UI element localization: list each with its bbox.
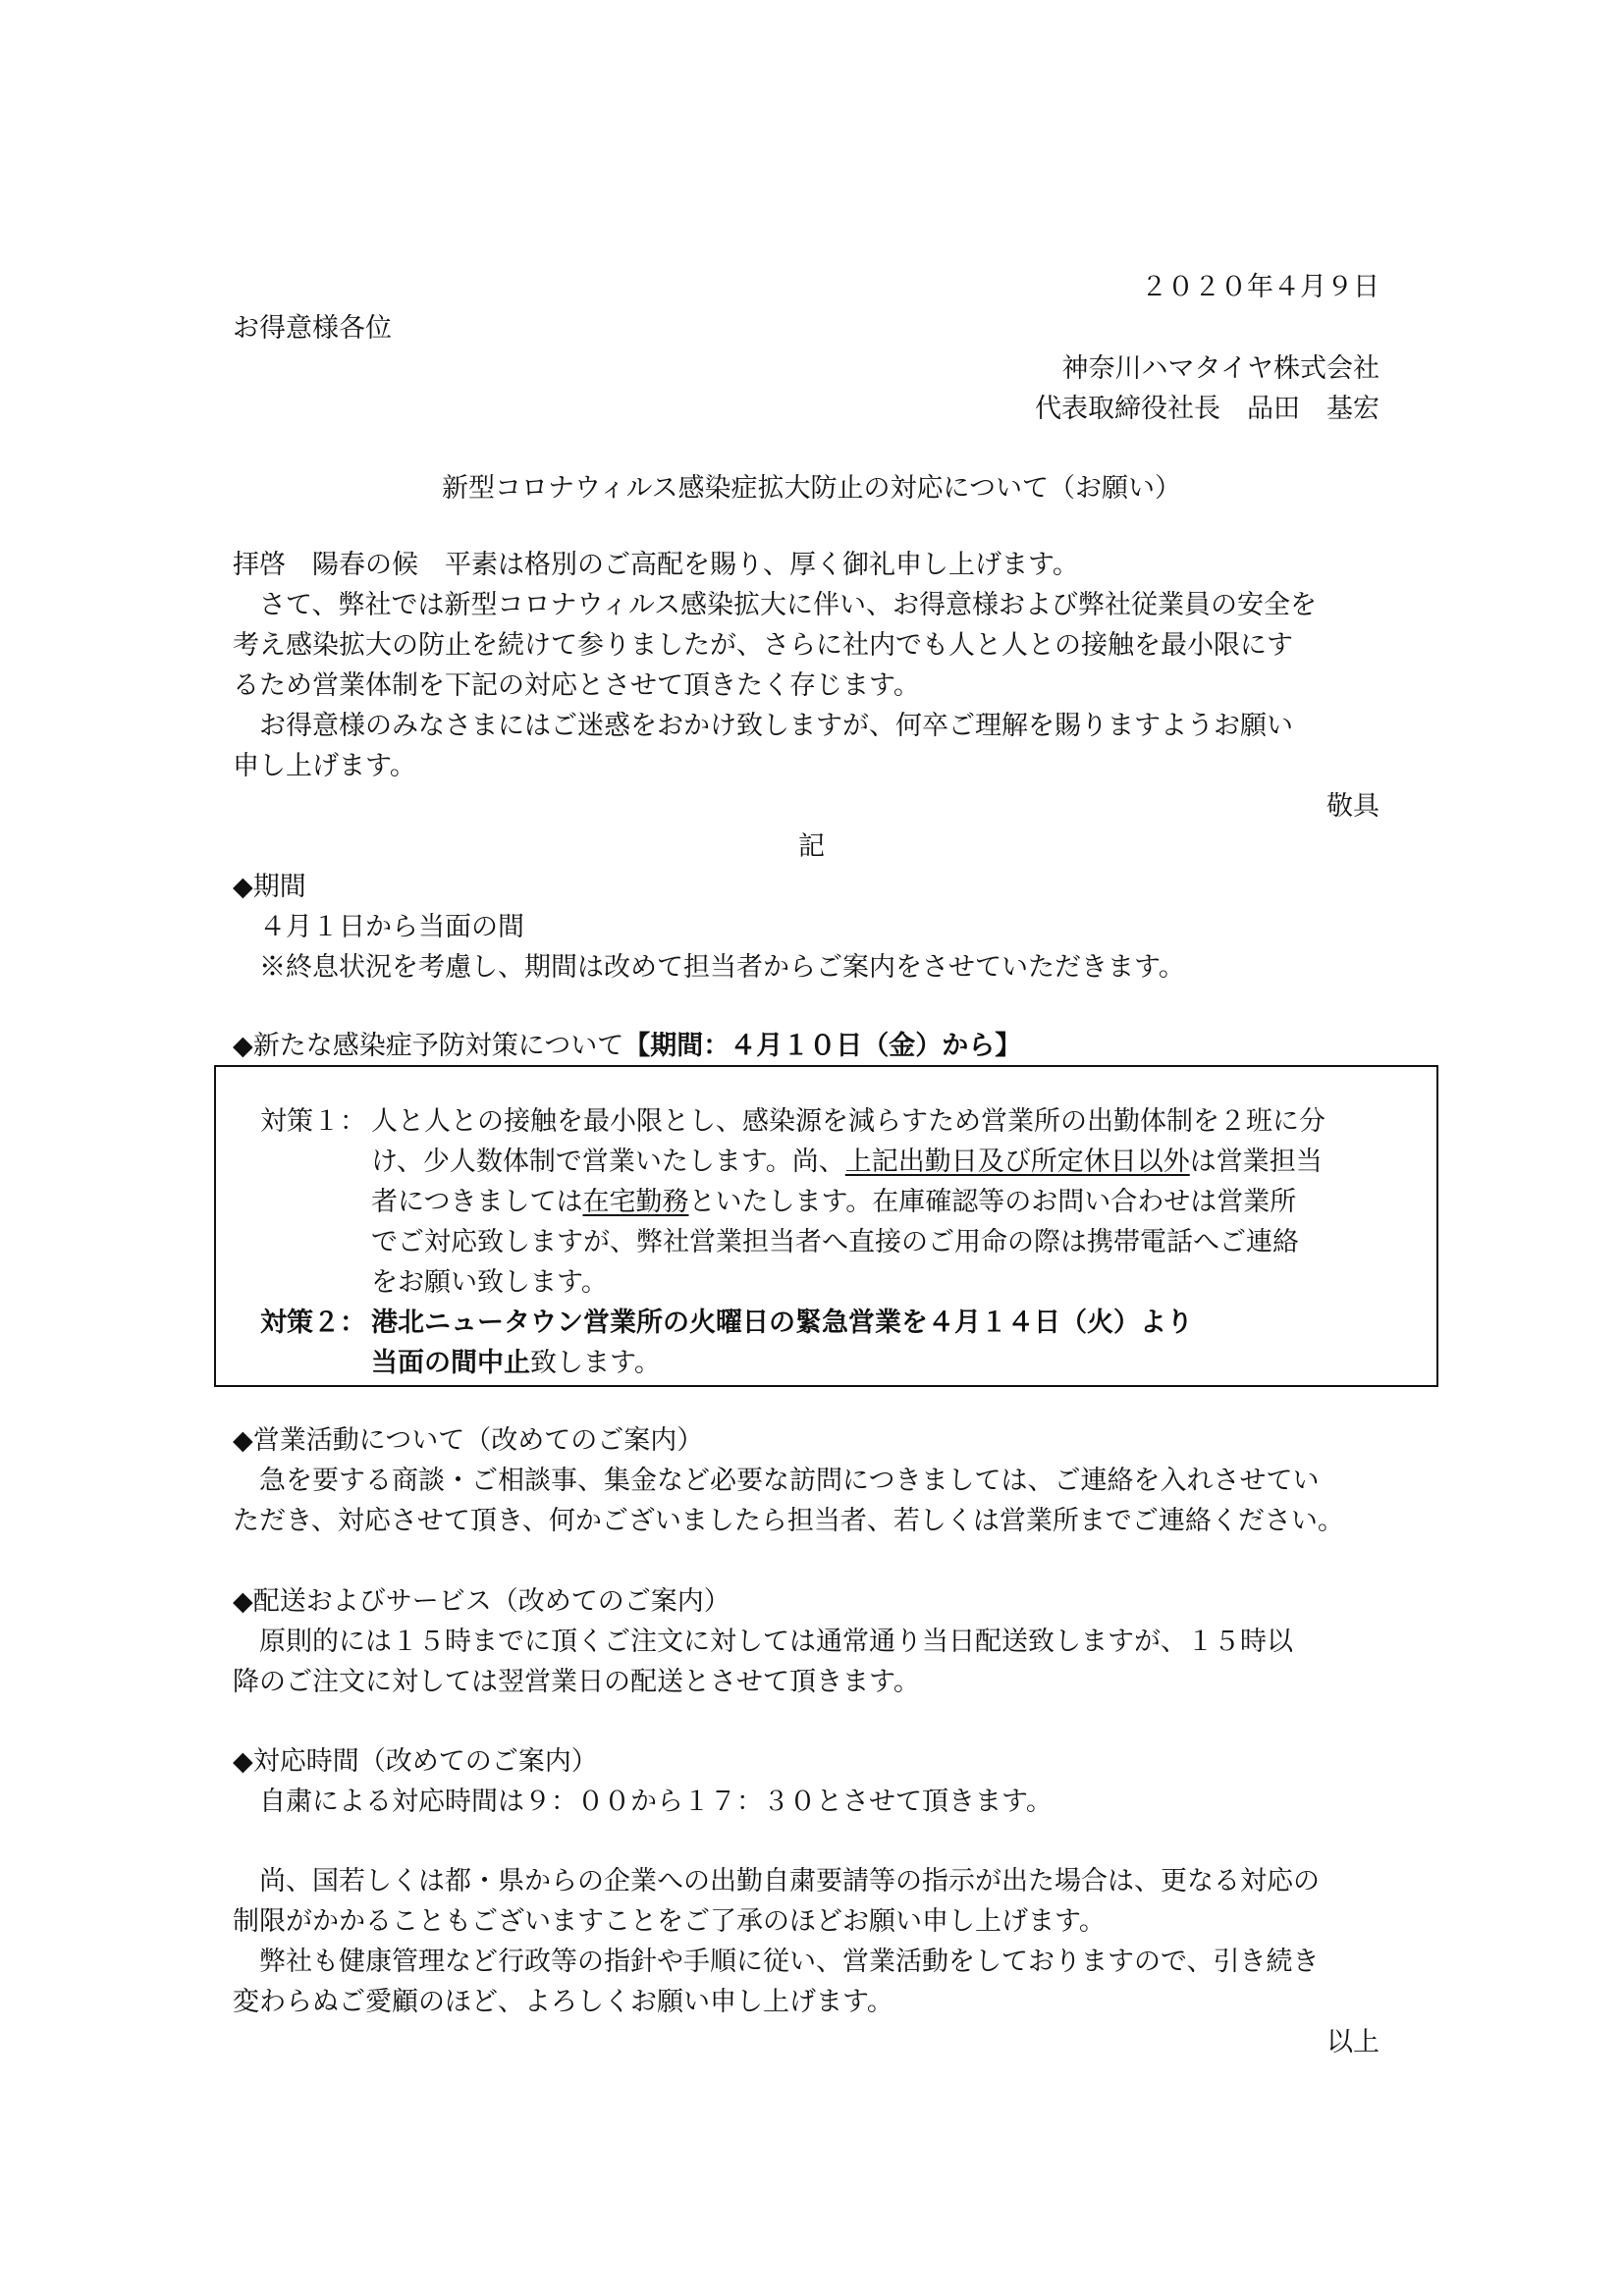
closing-keigu: 敬具 <box>1326 791 1380 822</box>
intro-paragraph-1-line-2: 考え感染拡大の防止を続けて参りましたが、さらに社内でも人と人との接触を最小限にす <box>233 630 1293 661</box>
measure-2-line-1: 港北ニュータウン営業所の火曜日の緊急営業を４月１４日（火）より <box>371 1308 1193 1338</box>
closing-ijou: 以上 <box>1326 2027 1380 2057</box>
measure-1-line-3-text-b: といたします。在庫確認等のお問い合わせは営業所 <box>688 1187 1297 1217</box>
measures-heading <box>233 1027 1021 1066</box>
addressee: お得意様各位 <box>233 313 392 344</box>
closing-paragraph-1-line-2: 制限がかかることもございますことをご了承のほどお願い申し上げます。 <box>233 1906 1106 1937</box>
hours-line-1: 自粛による対応時間は９：００から１７：３０とさせて頂きます。 <box>233 1787 1053 1817</box>
measures-heading-period: 【期間：４月１０日（金）から】 <box>623 1031 1022 1061</box>
period-line-2: ※終息状況を考慮し、期間は改めて担当者からご案内をさせていただきます。 <box>233 952 1185 983</box>
intro-paragraph-1-line-3: るため営業体制を下記の対応とさせて頂きたく存じます。 <box>233 670 920 701</box>
hours-heading: ◆対応時間（改めてのご案内） <box>233 1746 598 1777</box>
delivery-line-1: 原則的には１５時までに頂くご注文に対しては通常通り当日配送致しますが、１５時以 <box>233 1627 1293 1657</box>
measure-1-line-2-text-b: は営業担当 <box>1189 1147 1323 1177</box>
period-line-1: ４月１日から当面の間 <box>233 912 524 942</box>
measure-1-underlined-days: 上記出勤日及び所定休日以外 <box>844 1147 1190 1177</box>
measure-1-underlined-remote: 在宅勤務 <box>582 1187 689 1217</box>
measure-1-line-2 <box>371 1143 1323 1182</box>
measure-2-line-2-rest: 致します。 <box>530 1348 661 1378</box>
document-title: 新型コロナウィルス感染症拡大防止の対応について（お願い） <box>441 473 1182 504</box>
measure-1-line-1: 人と人との接触を最小限とし、感染源を減らすため営業所の出勤体制を２班に分 <box>371 1106 1325 1137</box>
delivery-heading: ◆配送およびサービス（改めてのご案内） <box>233 1586 730 1617</box>
measure-1-line-3-text-a: 者につきましては <box>371 1187 583 1217</box>
measure-1-line-5: をお願い致します。 <box>371 1267 608 1298</box>
measure-1-line-4: でご対応致しますが、弊社営業担当者へ直接のご用命の際は携帯電話へご連絡 <box>371 1227 1299 1257</box>
representative-name: 代表取締役社長 品田 基宏 <box>1035 394 1380 424</box>
closing-paragraph-2-line-2: 変わらぬご愛顧のほど、よろしくお願い申し上げます。 <box>233 1987 893 2017</box>
delivery-line-2: 降のご注文に対しては翌営業日の配送とさせて頂きます。 <box>233 1667 920 1697</box>
measure-2-label: 対策２： <box>260 1308 366 1338</box>
sales-line-2: ただき、対応させて頂き、何かございましたら担当者、若しくは営業所までご連絡ください。 <box>233 1506 1344 1536</box>
ki-marker: 記 <box>798 831 825 862</box>
measure-1-line-2-text-a: け、少人数体制で営業いたします。尚、 <box>371 1147 845 1177</box>
measures-heading-text: ◆新たな感染症予防対策について <box>233 1031 624 1061</box>
period-heading: ◆期間 <box>233 872 306 902</box>
document-date: ２０２０年４月９日 <box>1141 272 1380 302</box>
sales-line-1: 急を要する商談・ご相談事、集金など必要な訪問につきましては、ご連絡を入れさせてい <box>233 1466 1320 1496</box>
intro-paragraph-2-line-1: お得意様のみなさまにはご迷惑をおかけ致しますが、何卒ご理解を賜りますようお願い <box>233 711 1293 741</box>
intro-paragraph-2-line-2: 申し上げます。 <box>233 751 416 781</box>
measure-1-label: 対策１： <box>260 1106 366 1137</box>
closing-paragraph-1-line-1: 尚、国若しくは都・県からの企業への出勤自粛要請等の指示が出た場合は、更なる対応の <box>233 1866 1320 1896</box>
closing-paragraph-2-line-1: 弊社も健康管理など行政等の指針や手順に従い、営業活動をしておりますので、引き続き <box>233 1947 1320 1977</box>
greeting-line: 拝啓 陽春の候 平素は格別のご高配を賜り、厚く御礼申し上げます。 <box>233 550 1079 580</box>
sales-heading: ◆営業活動について（改めてのご案内） <box>233 1425 704 1456</box>
company-name: 神奈川ハマタイヤ株式会社 <box>1061 353 1380 384</box>
measure-1-line-3 <box>371 1183 1296 1222</box>
intro-paragraph-1-line-1: さて、弊社では新型コロナウィルス感染拡大に伴い、お得意様および弊社従業員の安全を <box>233 590 1318 620</box>
measure-2-line-2 <box>371 1344 661 1383</box>
measure-2-suspension: 当面の間中止 <box>371 1348 530 1378</box>
